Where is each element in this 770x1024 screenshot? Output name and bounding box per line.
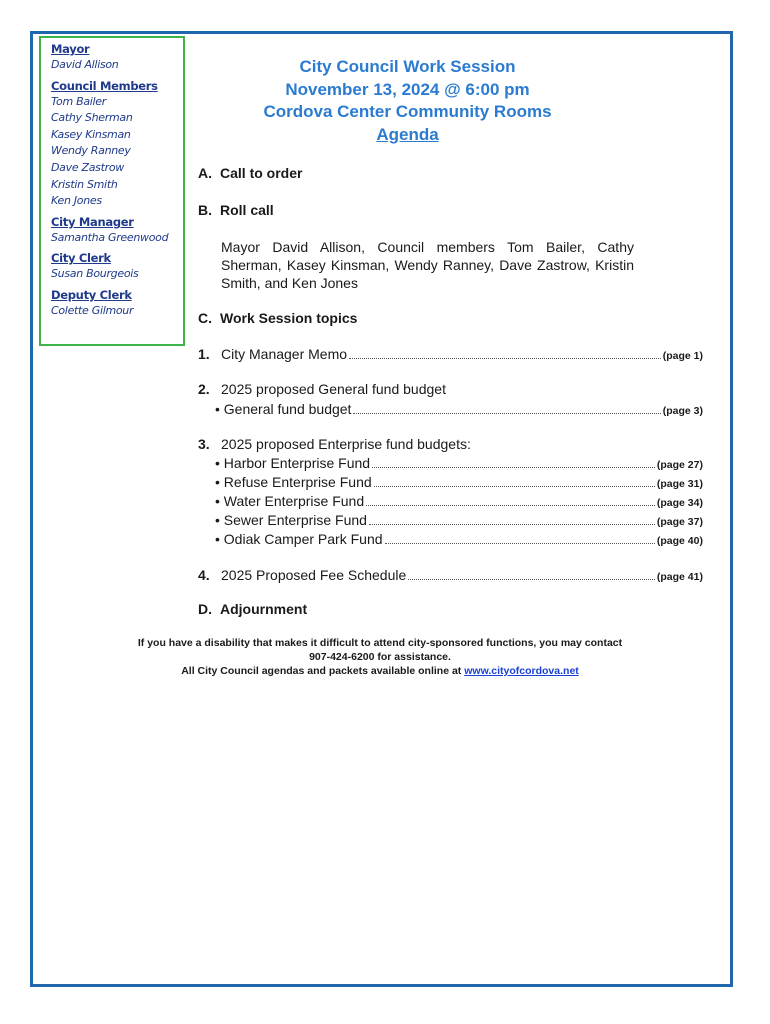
page-reference: (page 41)	[656, 571, 703, 583]
item-label: 2025 Proposed Fee Schedule	[221, 567, 407, 583]
section-title: Call to order	[220, 165, 303, 181]
official-name: Ken Jones	[51, 194, 102, 208]
website-link[interactable]: www.cityofcordova.net	[464, 665, 579, 677]
official-name: Kasey Kinsman	[51, 127, 131, 141]
sidebar-group	[51, 215, 183, 247]
official-name: Susan Bourgeois	[51, 267, 139, 281]
section-letter: A.	[198, 165, 212, 181]
sidebar-group	[51, 251, 183, 283]
official-name: Samantha Greenwood	[51, 230, 169, 244]
official-name: Cathy Sherman	[51, 111, 133, 125]
footer-line-2: 907-424-6200 for assistance.	[309, 651, 451, 663]
agenda-subitem	[198, 530, 703, 548]
agenda-subitem	[198, 400, 703, 418]
page-reference: (page 27)	[656, 459, 703, 471]
page-reference: (page 34)	[656, 497, 703, 509]
item-label: • Harbor Enterprise Fund	[215, 455, 371, 471]
sidebar-group	[51, 288, 183, 320]
sidebar-heading: City Clerk	[51, 251, 111, 266]
footer-line-1: If you have a disability that makes it difficult to attend city-sponsored functions, you may contact	[137, 637, 623, 649]
footer-line-3	[60, 664, 700, 678]
item-label: 2025 proposed Enterprise fund budgets:	[221, 436, 471, 452]
page-reference: (page 3)	[662, 405, 703, 417]
official-name: David Allison	[51, 58, 119, 71]
item-label: 2025 proposed General fund budget	[221, 381, 446, 397]
official-name: Tom Bailer	[51, 94, 106, 108]
agenda-title: Agenda	[376, 124, 439, 144]
item-label: • Sewer Enterprise Fund	[215, 512, 367, 528]
official-name: Wendy Ranney	[51, 144, 131, 158]
official-name: Colette Gilmour	[51, 303, 134, 317]
agenda-subitem	[198, 454, 703, 472]
session-title: City Council Work Session	[299, 57, 516, 76]
item-label: • General fund budget	[215, 401, 352, 417]
agenda-item-1	[198, 345, 703, 363]
official-name: Dave Zastrow	[51, 160, 124, 174]
agenda-item-4	[198, 566, 703, 584]
section-title: Adjournment	[220, 601, 308, 617]
item-label: • Refuse Enterprise Fund	[215, 474, 372, 490]
item-label: • Water Enterprise Fund	[215, 493, 365, 509]
section-title: Work Session topics	[220, 310, 358, 326]
agenda-subitem	[198, 473, 703, 491]
page-reference: (page 40)	[656, 535, 703, 547]
item-number: 1.	[198, 346, 210, 362]
section-letter: D.	[198, 601, 212, 617]
item-number: 2.	[198, 381, 210, 397]
section-c	[198, 310, 357, 326]
roll-call-text: Mayor David Allison, Council members Tom Bailer, Cathy Sherman, Kasey Kinsman, Wendy Ranney, Dave Zastrow, Kristin Smith, and Ken Jones	[221, 239, 634, 291]
section-b	[198, 202, 274, 218]
page-reference: (page 37)	[656, 516, 703, 528]
section-letter: B.	[198, 202, 212, 218]
agenda-header	[200, 56, 615, 146]
sidebar-group	[51, 42, 183, 74]
page-reference: (page 31)	[656, 478, 703, 490]
sidebar-heading: Deputy Clerk	[51, 287, 132, 302]
accessibility-footer	[60, 636, 700, 678]
session-location: Cordova Center Community Rooms	[263, 102, 552, 121]
item-label: City Manager Memo	[221, 346, 348, 362]
agenda-subitem	[198, 492, 703, 510]
sidebar-heading: City Manager	[51, 214, 134, 229]
agenda-item-2	[198, 380, 703, 398]
section-letter: C.	[198, 310, 212, 326]
item-label: • Odiak Camper Park Fund	[215, 531, 383, 547]
agenda-subitem	[198, 511, 703, 529]
footer-text: All City Council agendas and packets available online at	[181, 665, 462, 677]
agenda-item-3	[198, 435, 703, 453]
item-number: 4.	[198, 567, 210, 583]
officials-sidebar	[39, 36, 185, 346]
section-d	[198, 601, 307, 617]
sidebar-heading: Council Members	[51, 78, 158, 93]
section-a	[198, 165, 302, 181]
section-title: Roll call	[220, 202, 274, 218]
item-number: 3.	[198, 436, 210, 452]
sidebar-heading: Mayor	[51, 42, 90, 56]
official-name: Kristin Smith	[51, 177, 118, 191]
page-reference: (page 1)	[662, 350, 703, 362]
session-date: November 13, 2024 @ 6:00 pm	[285, 79, 530, 99]
sidebar-group	[51, 79, 183, 210]
